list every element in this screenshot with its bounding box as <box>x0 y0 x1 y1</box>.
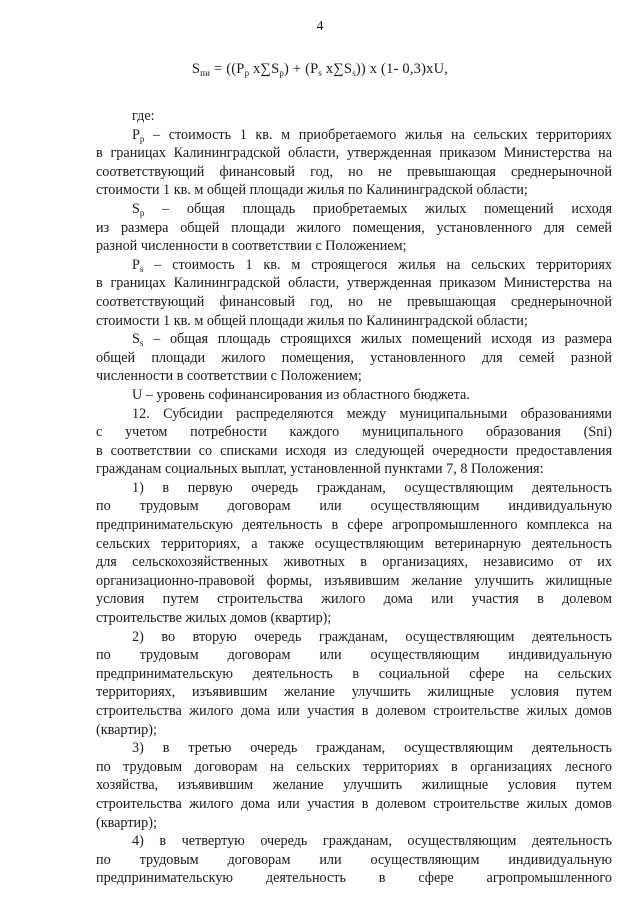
text-line: гражданам социальных выплат, установленной пунктами 7, 8 Положения: <box>96 461 544 478</box>
text-line: территориях, изъявившим желание улучшить жилищные условия путем <box>96 684 612 701</box>
text-line: $S_p$ – общая площадь приобретаемых жилых помещений исходя <box>132 200 613 218</box>
text-line: по трудовым договорам или осуществляющим индивидуальную <box>96 498 612 515</box>
text-line: 4) в четвертую очередь гражданам, осуществляющим деятельность <box>132 833 612 850</box>
text-line: с учетом потребности каждого муниципального образования (Sni) <box>96 424 612 441</box>
text-line: предпринимательскую деятельность в социальной сфере на сельских <box>96 665 612 682</box>
text-line: в границах Калининградской области, утвержденная приказом Министерства на <box>96 145 612 162</box>
text-line: из размера общей площади жилого помещения, установленного для семей <box>96 219 612 236</box>
text-line: 1) в первую очередь гражданам, осуществляющим деятельность <box>132 479 612 496</box>
where-label: где: <box>132 108 155 124</box>
page-number: 4 <box>316 19 324 34</box>
text-line: (квартир); <box>96 814 157 831</box>
text-line: в соответствии со списками исходя из следующей очередности предоставления <box>96 442 612 459</box>
text-line: строительства жилого дома или участия в долевом строительстве жилых домов <box>96 703 612 719</box>
text-line: стоимости 1 кв. м общей площади жилья по Калининградской области; <box>96 182 528 199</box>
text-line: по трудовым договорам на сельских территориях в организациях лесного <box>96 758 612 775</box>
text-line: $P_p$ – стоимость 1 кв. м приобретаемого жилья на сельских территориях <box>132 126 612 144</box>
text-line: 3) в третью очередь гражданам, осуществляющим деятельность <box>132 740 612 757</box>
text-line: по трудовым договорам или осуществляющим индивидуальную <box>96 851 612 868</box>
text-line: строительстве жилых домов (квартир); <box>96 610 332 627</box>
text-line: стоимости 1 кв. м общей площади жилья по Калининградской области; <box>96 312 528 329</box>
text-line: хозяйства, изъявившим желание улучшить жилищные условия путем <box>96 777 612 794</box>
subsidy-formula: $S_{пи} = ((P_p$ $x\sum S_p) + (P_s$ $x\sum S_s$)) x (1- 0,3)xU, <box>191 61 449 78</box>
text-line: для сельскохозяйственных животных в организациях, независимо от их <box>96 554 612 571</box>
text-line: по трудовым договорам или осуществляющим индивидуальную <box>96 647 612 664</box>
text-line: U – уровень софинансирования из областного бюджета. <box>132 386 470 403</box>
text-line: предпринимательскую деятельность в сфере агропромышленного <box>96 870 612 887</box>
text-line: соответствующий финансовый год, но не превышающая среднерыночной <box>96 163 612 180</box>
text-line: разной численности в соответствии с Положением; <box>96 238 407 255</box>
text-line: соответствующий финансовый год, но не превышающая среднерыночной <box>96 293 612 310</box>
text-line: общей площади жилого помещения, установленного для семей разной <box>96 349 612 366</box>
text-line: 12. Субсидии распределяются между муниципальными образованиями <box>132 405 612 422</box>
text-line: 2) во вторую очередь гражданам, осуществляющим деятельность <box>132 628 612 645</box>
text-line: $P_s$ – стоимость 1 кв. м строящегося жилья на сельских территориях <box>132 256 612 274</box>
text-line: в границах Калининградской области, утвержденная приказом Министерства на <box>96 275 612 292</box>
text-line: $S_s$ – общая площадь строящихся жилых помещений исходя из размера <box>132 331 613 349</box>
body-text <box>96 107 612 888</box>
text-line: сельских территориях, а также осуществляющим ветеринарную деятельность <box>96 535 612 552</box>
text-line: предпринимательскую деятельность в сфере агропромышленного комплекса на <box>96 517 612 534</box>
text-line: (квартир); <box>96 721 157 738</box>
text-line: организационно-правовой формы, изъявившим желание улучшить жилищные <box>96 572 612 589</box>
text-line: условия путем строительства жилого дома или участия в долевом <box>96 591 612 608</box>
text-line: строительства жилого дома или участия в долевом строительстве жилых домов <box>96 795 612 812</box>
text-line: численности в соответствии с Положением; <box>96 368 362 385</box>
